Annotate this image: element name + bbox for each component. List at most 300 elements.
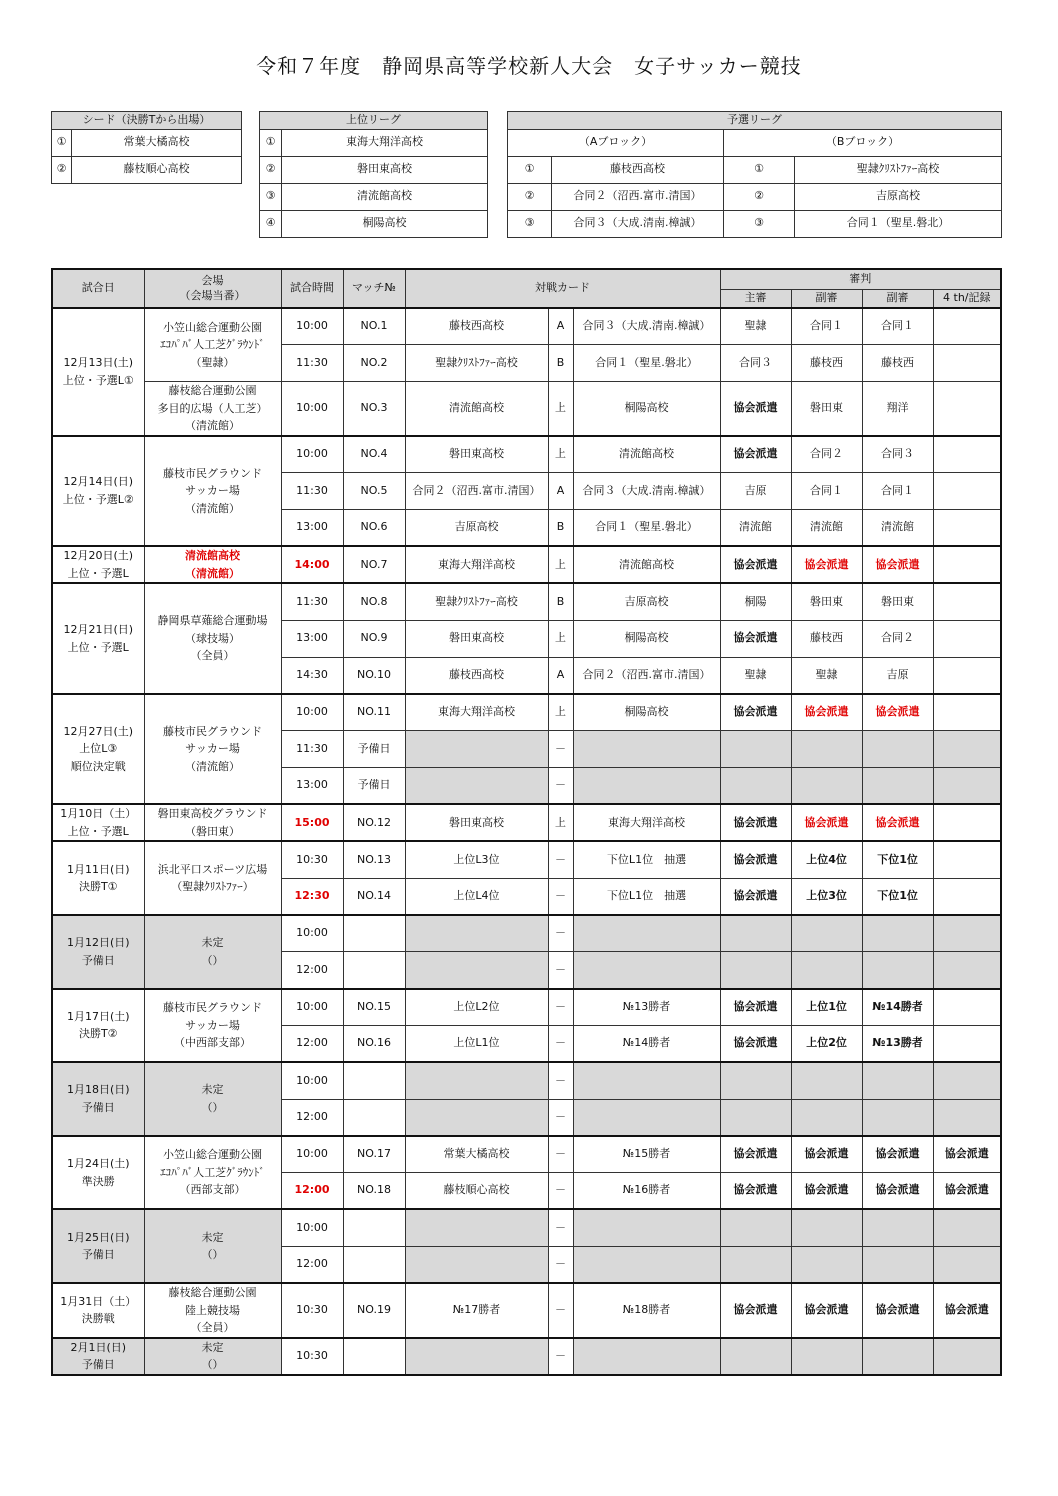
seed-number: ② [52, 156, 72, 183]
fourth-official [933, 915, 1001, 952]
assistant-referee-1: 協会派遣 [791, 1283, 862, 1338]
match-number: NO.12 [343, 804, 405, 841]
match-code: － [548, 767, 573, 804]
match-code: B [548, 583, 573, 620]
main-referee: 協会派遣 [720, 436, 791, 473]
fourth-official [933, 804, 1001, 841]
team-2: 桐陽高校 [573, 694, 720, 731]
team-1: 吉原高校 [405, 509, 548, 546]
prelim-league-row [508, 210, 1002, 237]
main-referee: 協会派遣 [720, 382, 791, 436]
fourth-official [933, 509, 1001, 546]
match-code: － [548, 1062, 573, 1099]
team-1: 常葉大橘高校 [405, 1136, 548, 1173]
team-1: 藤枝西高校 [405, 308, 548, 345]
match-code: － [548, 878, 573, 915]
match-time: 12:00 [281, 1173, 343, 1210]
match-code: － [548, 989, 573, 1026]
match-number [343, 1062, 405, 1099]
match-number [343, 1246, 405, 1283]
upper-league-row [260, 129, 488, 156]
seed-row [52, 129, 242, 156]
match-code: B [548, 509, 573, 546]
assistant-referee-1: 上位4位 [791, 841, 862, 878]
team-2: 吉原高校 [573, 583, 720, 620]
match-time: 11:30 [281, 345, 343, 382]
match-code: － [548, 1246, 573, 1283]
match-code: A [548, 308, 573, 345]
assistant-referee-1: 協会派遣 [791, 1136, 862, 1173]
team-1: 上位L1位 [405, 1025, 548, 1062]
team-2 [573, 1209, 720, 1246]
assistant-referee-2 [862, 1246, 933, 1283]
match-number: NO.8 [343, 583, 405, 620]
match-number [343, 915, 405, 952]
team-2: 合同３（大成.清南.樟誠） [573, 308, 720, 345]
match-number: NO.19 [343, 1283, 405, 1338]
team-2: 下位L1位 抽選 [573, 841, 720, 878]
match-number: NO.15 [343, 989, 405, 1026]
main-referee: 協会派遣 [720, 546, 791, 583]
match-code: 上 [548, 804, 573, 841]
assistant-referee-1 [791, 952, 862, 989]
team-1 [405, 1062, 548, 1099]
fourth-official [933, 1099, 1001, 1136]
match-venue: 磐田東高校グラウンド （磐田東） [144, 804, 281, 841]
team-2: 合同２（沼西.富市.清国） [573, 657, 720, 694]
header-assistant-referee-2: 副審 [862, 289, 933, 308]
team-1: 上位L2位 [405, 989, 548, 1026]
match-number: NO.18 [343, 1173, 405, 1210]
match-venue: 藤枝総合運動公園 陸上競技場 （全員） [144, 1283, 281, 1338]
assistant-referee-2: 協会派遣 [862, 1283, 933, 1338]
fourth-official [933, 436, 1001, 473]
match-number: 予備日 [343, 731, 405, 768]
match-venue: 浜北平口スポーツ広場 （聖隷ｸﾘｽﾄﾌｧｰ） [144, 841, 281, 915]
block-a-number: ② [508, 183, 552, 210]
match-row [52, 308, 1001, 345]
match-number: 予備日 [343, 767, 405, 804]
fourth-official [933, 767, 1001, 804]
main-referee [720, 731, 791, 768]
match-venue: 静岡県草薙総合運動場 （球技場） （全員） [144, 583, 281, 693]
main-referee: 協会派遣 [720, 841, 791, 878]
team-1: 聖隷ｸﾘｽﾄﾌｧｰ高校 [405, 345, 548, 382]
team-2: 東海大翔洋高校 [573, 804, 720, 841]
upper-league-team: 東海大翔洋高校 [282, 129, 488, 156]
main-referee: 協会派遣 [720, 804, 791, 841]
match-code: 上 [548, 620, 573, 657]
match-date: 12月20日(土) 上位・予選L [52, 546, 144, 583]
assistant-referee-2 [862, 767, 933, 804]
block-b-number: ② [724, 183, 795, 210]
match-number: NO.16 [343, 1025, 405, 1062]
header-match-card: 対戦カード [405, 269, 720, 308]
assistant-referee-2 [862, 952, 933, 989]
match-time: 10:00 [281, 694, 343, 731]
match-time: 10:00 [281, 989, 343, 1026]
team-2 [573, 731, 720, 768]
seed-number: ① [52, 129, 72, 156]
assistant-referee-1: 上位2位 [791, 1025, 862, 1062]
fourth-official [933, 952, 1001, 989]
assistant-referee-2: №14勝者 [862, 989, 933, 1026]
main-referee: 協会派遣 [720, 620, 791, 657]
assistant-referee-1 [791, 1338, 862, 1375]
seed-row [52, 156, 242, 183]
fourth-official [933, 308, 1001, 345]
team-1 [405, 1099, 548, 1136]
fourth-official [933, 1246, 1001, 1283]
assistant-referee-1 [791, 1209, 862, 1246]
fourth-official [933, 583, 1001, 620]
fourth-official: 協会派遣 [933, 1173, 1001, 1210]
match-time: 12:00 [281, 1099, 343, 1136]
match-date: 1月12日(日) 予備日 [52, 915, 144, 989]
match-time: 10:30 [281, 1338, 343, 1375]
upper-league-number: ② [260, 156, 282, 183]
assistant-referee-1: 合同１ [791, 308, 862, 345]
assistant-referee-2 [862, 1338, 933, 1375]
fourth-official: 協会派遣 [933, 1136, 1001, 1173]
match-time: 14:00 [281, 546, 343, 583]
match-row [52, 804, 1001, 841]
fourth-official [933, 345, 1001, 382]
fourth-official [933, 382, 1001, 436]
match-row [52, 1283, 1001, 1338]
match-venue: 小笠山総合運動公園 ｴｺﾊﾟﾊﾞ人工芝ｸﾞﾗｳﾝﾄﾞ （聖隷） [144, 308, 281, 382]
match-number: NO.5 [343, 473, 405, 510]
assistant-referee-1: 磐田東 [791, 382, 862, 436]
assistant-referee-2: 協会派遣 [862, 694, 933, 731]
match-number: NO.11 [343, 694, 405, 731]
assistant-referee-2 [862, 731, 933, 768]
team-2 [573, 1246, 720, 1283]
assistant-referee-1: 藤枝西 [791, 620, 862, 657]
block-b-team: 合同１（聖星.磐北） [795, 210, 1002, 237]
assistant-referee-2: 藤枝西 [862, 345, 933, 382]
team-2: 下位L1位 抽選 [573, 878, 720, 915]
main-referee: 協会派遣 [720, 1025, 791, 1062]
match-number: NO.14 [343, 878, 405, 915]
match-number: NO.10 [343, 657, 405, 694]
seed-team: 常葉大橘高校 [72, 129, 242, 156]
match-number [343, 1338, 405, 1375]
main-referee [720, 915, 791, 952]
assistant-referee-1: 協会派遣 [791, 694, 862, 731]
match-number: NO.2 [343, 345, 405, 382]
block-b-number: ③ [724, 210, 795, 237]
fourth-official [933, 657, 1001, 694]
block-b-team: 吉原高校 [795, 183, 1002, 210]
team-2 [573, 915, 720, 952]
team-2: 清流館高校 [573, 546, 720, 583]
upper-league-row [260, 210, 488, 237]
team-2 [573, 1062, 720, 1099]
assistant-referee-2: 協会派遣 [862, 1136, 933, 1173]
fourth-official [933, 1062, 1001, 1099]
assistant-referee-2: 合同２ [862, 620, 933, 657]
match-venue: 藤枝総合運動公園 多目的広場（人工芝） （清流館） [144, 382, 281, 436]
match-date: 12月27日(土) 上位L③ 順位決定戦 [52, 694, 144, 804]
match-time: 12:30 [281, 878, 343, 915]
assistant-referee-2: №13勝者 [862, 1025, 933, 1062]
team-2 [573, 952, 720, 989]
match-venue: 小笠山総合運動公園 ｴｺﾊﾟﾊﾞ人工芝ｸﾞﾗｳﾝﾄﾞ （西部支部） [144, 1136, 281, 1210]
team-1: 東海大翔洋高校 [405, 546, 548, 583]
match-code: B [548, 345, 573, 382]
header-fourth-official: 4 th/記録 [933, 289, 1001, 308]
assistant-referee-2: 協会派遣 [862, 804, 933, 841]
match-time: 10:00 [281, 382, 343, 436]
main-referee: 協会派遣 [720, 694, 791, 731]
assistant-referee-2 [862, 1062, 933, 1099]
match-row [52, 915, 1001, 952]
assistant-referee-1: 聖隷 [791, 657, 862, 694]
seed-table [51, 111, 242, 184]
team-1: 上位L4位 [405, 878, 548, 915]
assistant-referee-2: 協会派遣 [862, 546, 933, 583]
assistant-referee-2: 翔洋 [862, 382, 933, 436]
main-referee [720, 1338, 791, 1375]
seed-header: シード（決勝Tから出場） [52, 112, 242, 130]
main-referee [720, 952, 791, 989]
match-row [52, 841, 1001, 878]
team-2: 清流館高校 [573, 436, 720, 473]
assistant-referee-1 [791, 1062, 862, 1099]
match-code: A [548, 657, 573, 694]
main-referee [720, 1099, 791, 1136]
block-b-header: （Bブロック） [724, 129, 1002, 156]
main-referee: 協会派遣 [720, 989, 791, 1026]
assistant-referee-1 [791, 767, 862, 804]
match-venue: 藤枝市民グラウンド サッカー場 （中西部支部） [144, 989, 281, 1063]
match-code: － [548, 1099, 573, 1136]
match-code: － [548, 915, 573, 952]
match-time: 10:00 [281, 1062, 343, 1099]
match-time: 10:00 [281, 308, 343, 345]
assistant-referee-1: 協会派遣 [791, 1173, 862, 1210]
upper-league-number: ① [260, 129, 282, 156]
header-time: 試合時間 [281, 269, 343, 308]
block-a-number: ① [508, 156, 552, 183]
team-1: 聖隷ｸﾘｽﾄﾌｧｰ高校 [405, 583, 548, 620]
match-venue: 未定 （） [144, 915, 281, 989]
main-referee: 吉原 [720, 473, 791, 510]
match-number: NO.7 [343, 546, 405, 583]
match-time: 14:30 [281, 657, 343, 694]
match-code: 上 [548, 694, 573, 731]
assistant-referee-2: 吉原 [862, 657, 933, 694]
upper-league-row [260, 183, 488, 210]
team-1: 藤枝西高校 [405, 657, 548, 694]
match-number: NO.6 [343, 509, 405, 546]
match-code: － [548, 1136, 573, 1173]
page-title: 令和７年度 静岡県高等学校新人大会 女子サッカー競技 [256, 54, 802, 78]
match-number: NO.9 [343, 620, 405, 657]
match-venue: 未定 （） [144, 1338, 281, 1375]
match-number: NO.3 [343, 382, 405, 436]
match-row [52, 546, 1001, 583]
match-code: 上 [548, 382, 573, 436]
match-row [52, 1136, 1001, 1173]
fourth-official [933, 1338, 1001, 1375]
block-a-team: 合同３（大成.清南.樟誠） [552, 210, 724, 237]
match-code: － [548, 952, 573, 989]
team-2: №15勝者 [573, 1136, 720, 1173]
assistant-referee-1: 協会派遣 [791, 804, 862, 841]
match-number: NO.17 [343, 1136, 405, 1173]
match-date: 1月10日（土） 上位・予選L [52, 804, 144, 841]
team-1: 藤枝順心高校 [405, 1173, 548, 1210]
team-1 [405, 1338, 548, 1375]
assistant-referee-2 [862, 1209, 933, 1246]
assistant-referee-2: 合同１ [862, 308, 933, 345]
assistant-referee-2: 磐田東 [862, 583, 933, 620]
match-time: 10:00 [281, 1209, 343, 1246]
match-time: 10:00 [281, 1136, 343, 1173]
main-referee: 協会派遣 [720, 1173, 791, 1210]
match-number: NO.4 [343, 436, 405, 473]
assistant-referee-1: 清流館 [791, 509, 862, 546]
team-2 [573, 1338, 720, 1375]
match-date: 1月17日(土) 決勝T② [52, 989, 144, 1063]
match-time: 10:00 [281, 436, 343, 473]
fourth-official: 協会派遣 [933, 1283, 1001, 1338]
main-referee: 聖隷 [720, 308, 791, 345]
team-1: 清流館高校 [405, 382, 548, 436]
team-2: №18勝者 [573, 1283, 720, 1338]
assistant-referee-1: 合同１ [791, 473, 862, 510]
assistant-referee-1 [791, 1099, 862, 1136]
assistant-referee-1: 上位1位 [791, 989, 862, 1026]
match-code: 上 [548, 436, 573, 473]
team-2: №16勝者 [573, 1173, 720, 1210]
upper-league-header: 上位リーグ [260, 112, 488, 130]
team-1: 合同２（沼西.富市.清国） [405, 473, 548, 510]
main-referee [720, 1246, 791, 1283]
match-venue: 藤枝市民グラウンド サッカー場 （清流館） [144, 436, 281, 546]
team-2: №13勝者 [573, 989, 720, 1026]
match-time: 13:00 [281, 767, 343, 804]
match-venue: 藤枝市民グラウンド サッカー場 （清流館） [144, 694, 281, 804]
match-time: 13:00 [281, 509, 343, 546]
upper-league-table [259, 111, 488, 238]
prelim-league-row [508, 183, 1002, 210]
block-b-team: 聖隷ｸﾘｽﾄﾌｧｰ高校 [795, 156, 1002, 183]
match-date: 1月31日（土） 決勝戦 [52, 1283, 144, 1338]
header-main-referee: 主審 [720, 289, 791, 308]
match-time: 10:00 [281, 915, 343, 952]
fourth-official [933, 473, 1001, 510]
match-number: NO.13 [343, 841, 405, 878]
main-referee [720, 1209, 791, 1246]
fourth-official [933, 546, 1001, 583]
match-number [343, 1099, 405, 1136]
team-1: 上位L3位 [405, 841, 548, 878]
header-date: 試合日 [52, 269, 144, 308]
fourth-official [933, 1209, 1001, 1246]
assistant-referee-2 [862, 1099, 933, 1136]
assistant-referee-2 [862, 915, 933, 952]
match-number [343, 952, 405, 989]
match-time: 12:00 [281, 1246, 343, 1283]
match-code: 上 [548, 546, 573, 583]
fourth-official [933, 989, 1001, 1026]
block-a-team: 藤枝西高校 [552, 156, 724, 183]
match-code: － [548, 841, 573, 878]
prelim-league-header: 予選リーグ [508, 112, 1002, 130]
team-1: 磐田東高校 [405, 436, 548, 473]
main-referee: 桐陽 [720, 583, 791, 620]
header-referee: 審判 [720, 269, 1001, 289]
assistant-referee-1: 藤枝西 [791, 345, 862, 382]
team-2 [573, 767, 720, 804]
match-code: － [548, 1025, 573, 1062]
team-1 [405, 1209, 548, 1246]
match-number [343, 1209, 405, 1246]
match-row [52, 1338, 1001, 1375]
main-referee [720, 767, 791, 804]
match-row [52, 694, 1001, 731]
header-match-no: マッチ№ [343, 269, 405, 308]
team-1 [405, 915, 548, 952]
fourth-official [933, 694, 1001, 731]
team-1 [405, 767, 548, 804]
match-date: 1月25日(日) 予備日 [52, 1209, 144, 1283]
team-2: 桐陽高校 [573, 382, 720, 436]
match-row [52, 583, 1001, 620]
main-referee: 聖隷 [720, 657, 791, 694]
team-2: №14勝者 [573, 1025, 720, 1062]
seed-team: 藤枝順心高校 [72, 156, 242, 183]
prelim-league-row [508, 156, 1002, 183]
prelim-league-table [507, 111, 1002, 238]
main-referee: 清流館 [720, 509, 791, 546]
team-1 [405, 952, 548, 989]
match-date: 12月13日(土) 上位・予選L① [52, 308, 144, 436]
assistant-referee-2: 下位1位 [862, 841, 933, 878]
assistant-referee-1: 合同２ [791, 436, 862, 473]
match-date: 12月14日(日) 上位・予選L② [52, 436, 144, 546]
match-time: 12:00 [281, 952, 343, 989]
match-venue: 清流館高校 （清流館） [144, 546, 281, 583]
team-1: 磐田東高校 [405, 804, 548, 841]
upper-league-number: ④ [260, 210, 282, 237]
match-row [52, 1209, 1001, 1246]
assistant-referee-2: 下位1位 [862, 878, 933, 915]
team-2: 合同１（聖星.磐北） [573, 509, 720, 546]
block-b-number: ① [724, 156, 795, 183]
team-2: 合同３（大成.清南.樟誠） [573, 473, 720, 510]
header-assistant-referee-1: 副審 [791, 289, 862, 308]
match-time: 13:00 [281, 620, 343, 657]
fourth-official [933, 1025, 1001, 1062]
team-2 [573, 1099, 720, 1136]
match-code: － [548, 731, 573, 768]
block-a-number: ③ [508, 210, 552, 237]
match-code: － [548, 1338, 573, 1375]
match-time: 10:30 [281, 1283, 343, 1338]
match-row [52, 1062, 1001, 1099]
upper-league-team: 清流館高校 [282, 183, 488, 210]
assistant-referee-2: 合同３ [862, 436, 933, 473]
assistant-referee-2: 協会派遣 [862, 1173, 933, 1210]
match-code: － [548, 1173, 573, 1210]
team-1: №17勝者 [405, 1283, 548, 1338]
assistant-referee-1 [791, 1246, 862, 1283]
main-referee: 協会派遣 [720, 1136, 791, 1173]
